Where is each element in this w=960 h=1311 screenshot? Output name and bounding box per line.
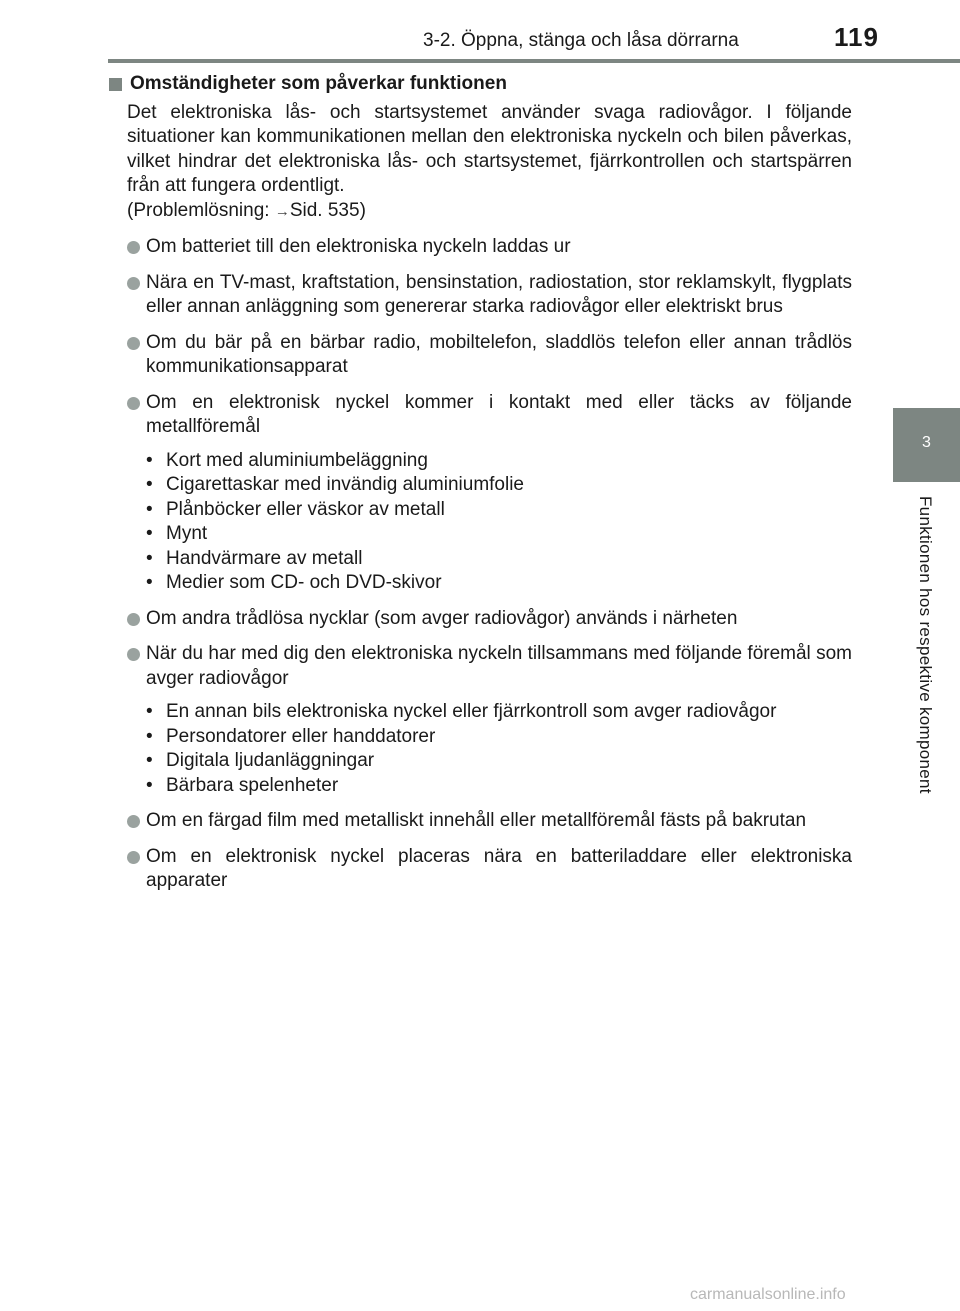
chapter-number: 3	[922, 434, 931, 451]
sub-list-item	[146, 749, 852, 774]
chapter-tab	[893, 408, 960, 482]
circle-bullet-icon	[127, 397, 140, 410]
sub-list-text: Kort med aluminiumbeläggning	[166, 449, 428, 471]
condition-item	[127, 809, 852, 834]
intro-paragraph	[127, 101, 852, 225]
condition-text: Nära en TV-mast, kraftstation, bensinstation, radiostation, stor reklamskylt, flygplats eller annan anläggning som genererar starka radiovågor eller elektriskt brus	[146, 271, 852, 317]
sub-list-item	[146, 774, 852, 799]
dot-bullet-icon: •	[146, 774, 153, 796]
condition-text: Om en elektronisk nyckel placeras nära en batteriladdare eller elektroniska apparater	[146, 845, 852, 891]
condition-item	[127, 642, 852, 691]
condition-item	[127, 391, 852, 440]
dot-bullet-icon: •	[146, 701, 153, 722]
sub-list-text: Bärbara spelenheter	[166, 774, 339, 796]
condition-item	[127, 271, 852, 320]
troubleshooting-reference	[127, 199, 852, 225]
circle-bullet-icon	[127, 337, 140, 350]
circle-bullet-icon	[127, 648, 140, 661]
square-bullet-icon	[109, 78, 122, 91]
condition-text: När du har med dig den elektroniska nyckeln tillsammans med följande föremål som avger radiovågor	[146, 643, 852, 689]
chapter-title: Funktionen hos respektive komponent	[916, 496, 935, 794]
page-header	[0, 0, 960, 62]
intro-text: Det elektroniska lås- och startsystemet använder svaga radiovågor. I följande situationer kan kommunikationen mellan den elektroniska nyckeln och bilen påverkas, vilket hindrar det elektroniska lås- och startsystemet, fjärrkontrollen och startspärren från att fungera ordentligt.	[127, 101, 852, 196]
sub-list-text: Handvärmare av metall	[166, 547, 363, 569]
sub-list-item	[146, 700, 852, 725]
sub-list-text: Medier som CD- och DVD-skivor	[166, 572, 442, 593]
dot-bullet-icon: •	[146, 523, 153, 544]
sub-list	[146, 449, 852, 596]
circle-bullet-icon	[127, 241, 140, 254]
dot-bullet-icon: •	[146, 572, 153, 593]
page-reference-link[interactable]: Sid. 535	[289, 199, 360, 221]
chapter-side-label	[893, 488, 960, 858]
condition-text: Om en färgad film med metalliskt innehåll eller metallföremål fästs på bakrutan	[146, 810, 807, 831]
section-title: 3-2. Öppna, stänga och låsa dörrarna	[423, 30, 739, 51]
header-rule	[108, 59, 960, 63]
circle-bullet-icon	[127, 815, 140, 828]
circle-bullet-icon	[127, 277, 140, 290]
condition-item	[127, 607, 852, 632]
sub-list-text: Persondatorer eller handdatorer	[166, 725, 436, 747]
condition-list	[109, 235, 852, 894]
sub-list-text: Digitala ljudanläggningar	[166, 750, 375, 771]
condition-item	[127, 235, 852, 260]
dot-bullet-icon: •	[146, 449, 153, 471]
sub-list-text: Cigarettaskar med invändig aluminiumfolie	[166, 474, 525, 495]
dot-bullet-icon: •	[146, 725, 153, 747]
reference-prefix: (Problemlösning:	[127, 199, 275, 221]
page-number: 119	[834, 22, 879, 52]
reference-suffix: )	[359, 199, 366, 221]
sub-list-text: Plånböcker eller väskor av metall	[166, 498, 445, 520]
section-heading-text: Omständigheter som påverkar funktionen	[130, 73, 507, 94]
section-heading	[109, 72, 852, 97]
sub-list-item	[146, 547, 852, 572]
condition-text: Om andra trådlösa nycklar (som avger radiovågor) används i närheten	[146, 607, 738, 629]
condition-text: Om batteriet till den elektroniska nyckeln laddas ur	[146, 236, 571, 257]
condition-text: Om du bär på en bärbar radio, mobiltelefon, sladdlös telefon eller annan trådlös kommunikationsapparat	[146, 331, 852, 377]
condition-item	[127, 845, 852, 894]
sub-list-item	[146, 725, 852, 750]
arrow-right-icon: →	[274, 202, 290, 220]
sub-list-item	[146, 571, 852, 596]
sub-list-item	[146, 449, 852, 474]
dot-bullet-icon: •	[146, 750, 153, 771]
condition-item	[127, 331, 852, 380]
circle-bullet-icon	[127, 851, 140, 864]
sub-list-text: Mynt	[166, 523, 208, 544]
condition-text: Om en elektronisk nyckel kommer i kontakt med eller täcks av följande metallföremål	[146, 391, 852, 437]
sub-list-text: En annan bils elektroniska nyckel eller fjärrkontroll som avger radiovågor	[166, 701, 777, 722]
watermark: carmanualsonline.info	[690, 1286, 846, 1303]
dot-bullet-icon: •	[146, 498, 153, 520]
circle-bullet-icon	[127, 613, 140, 626]
dot-bullet-icon: •	[146, 547, 153, 569]
sub-list	[146, 700, 852, 798]
sub-list-item	[146, 498, 852, 523]
dot-bullet-icon: •	[146, 474, 153, 495]
main-content	[109, 72, 852, 894]
sub-list-item	[146, 473, 852, 498]
sub-list-item	[146, 522, 852, 547]
